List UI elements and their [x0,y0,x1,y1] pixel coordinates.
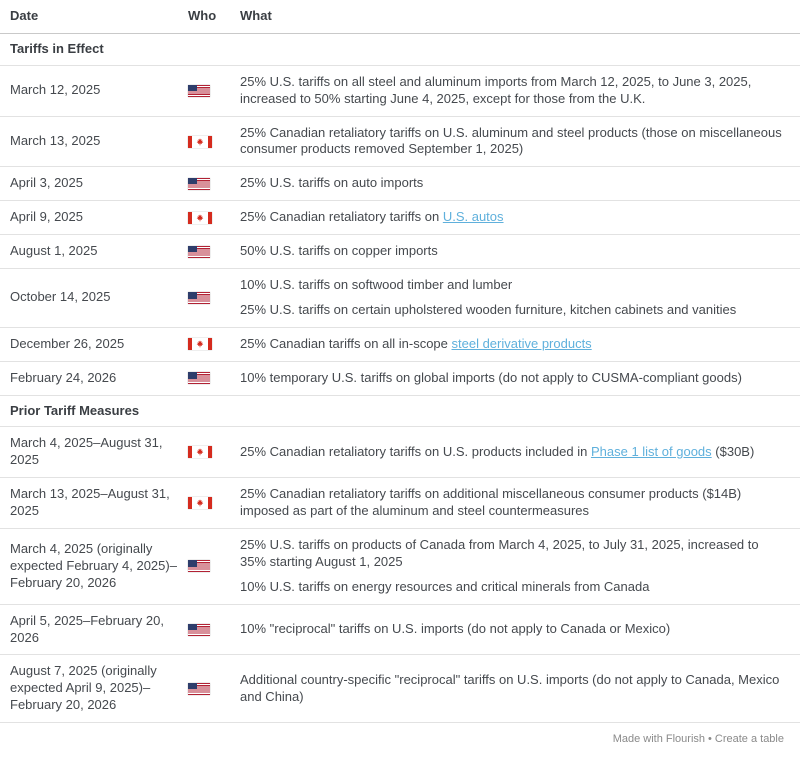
inline-link[interactable]: Phase 1 list of goods [590,443,712,459]
us-flag-icon [188,624,210,636]
date-cell: April 9, 2025 [10,209,83,225]
canada-flag-icon [188,446,212,458]
what-text: 10% temporary U.S. tariffs on global imports (do not apply to CUSMA-compliant goods) [240,369,742,385]
date-cell: February 24, 2026 [10,369,117,385]
who-cell [188,336,240,353]
who-cell [188,133,240,150]
inline-link[interactable]: U.S. autos [442,209,504,225]
section-title: Tariffs in Effect [10,40,104,56]
what-cell [240,175,784,192]
table-row [0,66,800,117]
date-cell: August 1, 2025 [10,243,98,259]
create-table-link[interactable]: Create a table [714,733,784,746]
who-cell [188,175,240,192]
us-flag-canton [188,683,197,690]
table-row [0,605,800,656]
what-paragraph [240,621,782,638]
table-row [0,269,800,328]
what-cell [240,444,784,461]
date-cell: March 13, 2025–August 31, 2025 [10,486,170,519]
us-flag-canton [188,178,197,185]
section-title-row [0,34,800,66]
what-paragraph [240,209,782,226]
what-cell [240,537,784,596]
us-flag-icon [188,246,210,258]
date-cell: March 4, 2025 (originally expected February 4, 2025)–February 20, 2026 [10,541,177,590]
table-row [0,167,800,201]
us-flag-canton [188,85,197,92]
us-flag-canton [188,292,197,299]
what-paragraph [240,486,782,520]
who-cell [188,558,240,575]
column-header-what: What [240,8,272,23]
what-cell [240,370,784,387]
footer [0,723,800,759]
what-text: 10% "reciprocal" tariffs on U.S. imports (do not apply to Canada or Mexico) [240,621,671,637]
table-row [0,235,800,269]
table-row [0,655,800,723]
table-body [0,34,800,723]
us-flag-canton [188,624,197,631]
what-paragraph [240,175,782,192]
us-flag-canton [188,372,197,379]
what-paragraph [240,74,782,108]
table-header-row [0,0,800,34]
what-paragraph [240,370,782,387]
us-flag-icon [188,683,210,695]
table-row [0,328,800,362]
what-paragraph [240,336,782,353]
date-cell: March 4, 2025–August 31, 2025 [10,435,163,468]
what-text: 10% U.S. tariffs on energy resources and critical minerals from Canada [240,578,650,594]
table-row [0,201,800,235]
us-flag-icon [188,560,210,572]
canada-flag-icon [188,212,212,224]
what-paragraph [240,277,782,294]
who-cell [188,370,240,387]
footer-separator: • [708,733,712,746]
what-paragraph [240,243,782,260]
section-title-row [0,396,800,428]
table-row [0,427,800,478]
what-cell [240,486,784,520]
us-flag-icon [188,372,210,384]
what-text: 50% U.S. tariffs on copper imports [240,243,438,259]
table-row [0,117,800,168]
column-header-who: Who [188,8,217,23]
what-cell [240,277,784,319]
what-cell [240,243,784,260]
canada-flag-icon [188,136,212,148]
who-cell [188,680,240,697]
canada-flag-icon [188,497,212,509]
what-text: 25% Canadian retaliatory tariffs on U.S. aluminum and steel products (those on miscellaneous consumer products removed September 1, 2025) [240,124,782,157]
inline-link[interactable]: steel derivative products [451,335,592,351]
table-row [0,362,800,396]
us-flag-icon [188,178,210,190]
date-cell: April 5, 2025–February 20, 2026 [10,612,164,645]
what-paragraph [240,444,782,461]
what-cell [240,209,784,226]
what-paragraph [240,125,782,159]
us-flag-icon [188,85,210,97]
what-text: ($30B) [711,443,755,459]
what-text: 25% Canadian retaliatory tariffs on additional miscellaneous consumer products ($14B) imposed as part of the aluminum and steel countermeasures [240,486,742,519]
what-text: 25% Canadian tariffs on all in-scope [240,335,452,351]
what-text: 10% U.S. tariffs on softwood timber and lumber [240,277,513,293]
date-cell: March 12, 2025 [10,82,101,98]
who-cell [188,82,240,99]
who-cell [188,444,240,461]
table-row [0,478,800,529]
what-paragraph [240,579,782,596]
what-cell [240,621,784,638]
what-paragraph [240,672,782,706]
who-cell [188,289,240,306]
date-cell: April 3, 2025 [10,175,83,191]
what-cell [240,672,784,706]
date-cell: October 14, 2025 [10,289,111,305]
what-cell [240,125,784,159]
who-cell [188,495,240,512]
column-header-date: Date [10,8,39,23]
canada-flag-icon [188,338,212,350]
what-text: 25% U.S. tariffs on auto imports [240,175,424,191]
date-cell: December 26, 2025 [10,335,125,351]
who-cell [188,243,240,260]
table-row [0,529,800,605]
date-cell: August 7, 2025 (originally expected April 9, 2025)–February 20, 2026 [10,663,157,713]
us-flag-canton [188,560,197,567]
section-title: Prior Tariff Measures [10,402,140,418]
date-cell: March 13, 2025 [10,133,101,148]
who-cell [188,209,240,226]
what-text: Additional country-specific "reciprocal" tariffs on U.S. imports (do not apply to Canada, Mexico and China) [240,671,780,704]
who-cell [188,621,240,638]
made-with-flourish-link[interactable]: Made with Flourish [612,733,706,746]
what-text: 25% U.S. tariffs on all steel and aluminum imports from March 12, 2025, to June 3, 2025, increased to 50% starting June 4, 2025, except for those from the U.K. [240,73,752,106]
what-text: 25% Canadian retaliatory tariffs on [240,209,443,225]
us-flag-icon [188,292,210,304]
what-paragraph [240,302,782,319]
what-paragraph [240,537,782,571]
what-text: 25% U.S. tariffs on certain upholstered wooden furniture, kitchen cabinets and vanities [240,301,737,317]
us-flag-canton [188,246,197,253]
what-text: 25% U.S. tariffs on products of Canada from March 4, 2025, to July 31, 2025, increased to 35% starting August 1, 2025 [240,537,759,569]
what-text: 25% Canadian retaliatory tariffs on U.S. products included in [240,443,591,459]
what-cell [240,336,784,353]
what-cell [240,74,784,108]
